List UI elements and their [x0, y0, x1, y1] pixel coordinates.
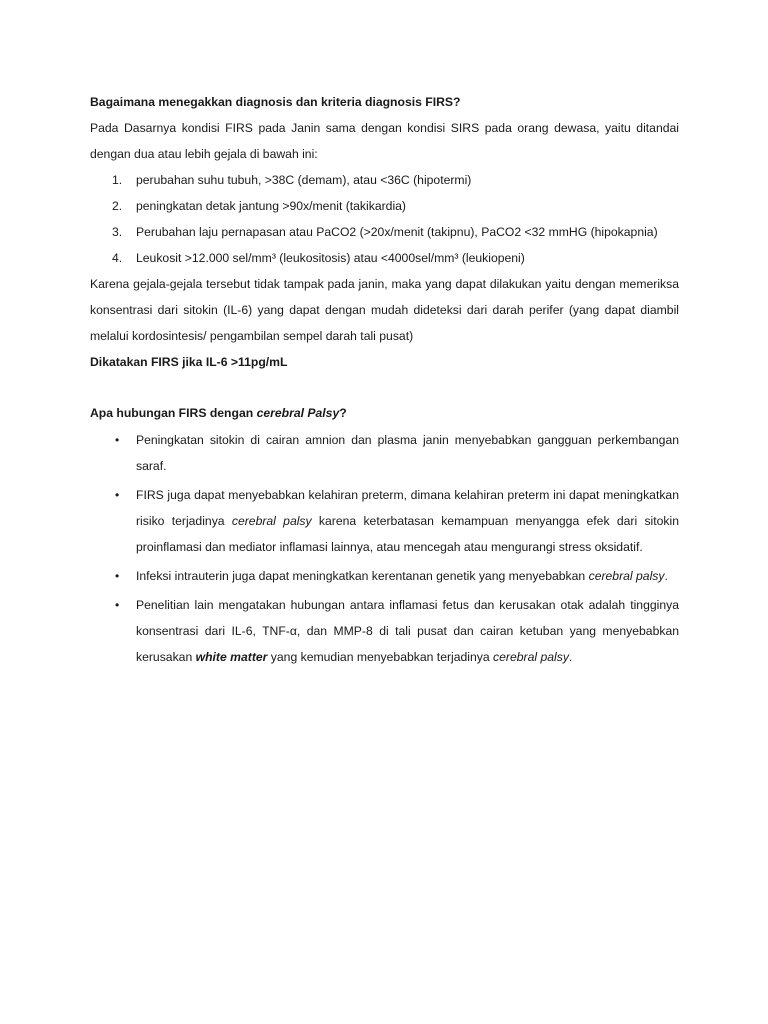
bullet-item — [90, 482, 679, 560]
il6-paragraph: Karena gejala-gejala tersebut tidak tampak pada janin, maka yang dapat dilakukan yaitu dengan memeriksa konsentrasi dari sitokin (IL-6) yang dapat dengan mudah dideteksi dari darah perifer (yang dapat diambil melalui kordosintesis/ pengambilan sempel darah tali pusat) — [90, 277, 679, 343]
criteria-number: 2. — [112, 199, 123, 213]
bullet-italic-term: cerebral palsy — [231, 514, 312, 528]
bullet-italic-term: cerebral palsy — [588, 569, 665, 583]
section-heading-diagnosis: Bagaimana menegakkan diagnosis dan kriteria diagnosis FIRS? — [90, 95, 461, 109]
heading-suffix: ? — [339, 406, 347, 420]
criteria-text: Leukosit >12.000 sel/mm³ (leukositosis) atau <4000sel/mm³ (leukiopeni) — [136, 251, 525, 265]
bullet-text: yang kemudian menyebabkan terjadinya — [267, 650, 494, 664]
criteria-item — [90, 245, 679, 271]
criteria-number: 4. — [112, 251, 123, 265]
criteria-text: Perubahan laju pernapasan atau PaCO2 (>20x/menit (takipnu), PaCO2 <32 mmHG (hipokapnia) — [136, 225, 658, 239]
bullet-text: Infeksi intrauterin juga dapat meningkatkan kerentanan genetik yang menyebabkan — [136, 569, 589, 583]
bullet-text: Penelitian lain mengatakan hubungan antara inflamasi fetus dan kerusakan otak adalah tingginya konsentrasi dari IL-6, TNF-α, dan MMP-8 di tali pusat dan cairan ketuban yang menyebabkan kerusakan — [136, 598, 679, 664]
bullet-text: Peningkatan sitokin di cairan amnion dan plasma janin menyebabkan gangguan perkembangan saraf. — [136, 433, 679, 473]
firs-conclusion: Dikatakan FIRS jika IL-6 >11pg/mL — [90, 355, 288, 369]
bullet-text: karena keterbatasan kemampuan menyangga efek dari sitokin proinflamasi dan mediator inflamasi lainnya, atau mencegah atau mengurangi stress oksidatif. — [136, 514, 679, 554]
bullet-symbol: • — [115, 569, 120, 583]
intro-paragraph: Pada Dasarnya kondisi FIRS pada Janin sama dengan kondisi SIRS pada orang dewasa, yaitu ditandai dengan dua atau lebih gejala di bawah ini: — [90, 121, 679, 161]
bullet-symbol: • — [115, 598, 120, 612]
bullet-italic-term: cerebral palsy — [493, 650, 569, 664]
bullet-text: . — [568, 650, 573, 664]
bullet-text: FIRS juga dapat menyebabkan kelahiran preterm, dimana kelahiran preterm ini dapat meningkatkan risiko terjadinya — [136, 488, 679, 528]
bullet-item — [90, 427, 679, 479]
bullet-item — [90, 592, 679, 670]
criteria-number: 3. — [112, 225, 123, 239]
bullet-symbol: • — [115, 433, 120, 447]
heading-prefix: Apa hubungan FIRS dengan — [90, 406, 257, 420]
section-heading-cerebral-palsy — [90, 400, 679, 426]
bullet-symbol: • — [115, 488, 120, 502]
criteria-item — [90, 193, 679, 219]
bullet-bold-italic-term: white matter — [195, 650, 268, 664]
document-content — [90, 88, 679, 670]
criteria-text: perubahan suhu tubuh, >38C (demam), atau <36C (hipotermi) — [136, 173, 472, 187]
criteria-list — [90, 167, 679, 271]
bullet-item — [90, 563, 679, 589]
bullet-text: . — [664, 569, 668, 583]
criteria-text: peningkatan detak jantung >90x/menit (takikardia) — [136, 199, 406, 213]
criteria-item — [90, 219, 679, 245]
criteria-item — [90, 167, 679, 193]
cerebral-palsy-bullet-list — [90, 427, 679, 670]
heading-italic: cerebral Palsy — [256, 406, 340, 420]
criteria-number: 1. — [112, 173, 123, 187]
